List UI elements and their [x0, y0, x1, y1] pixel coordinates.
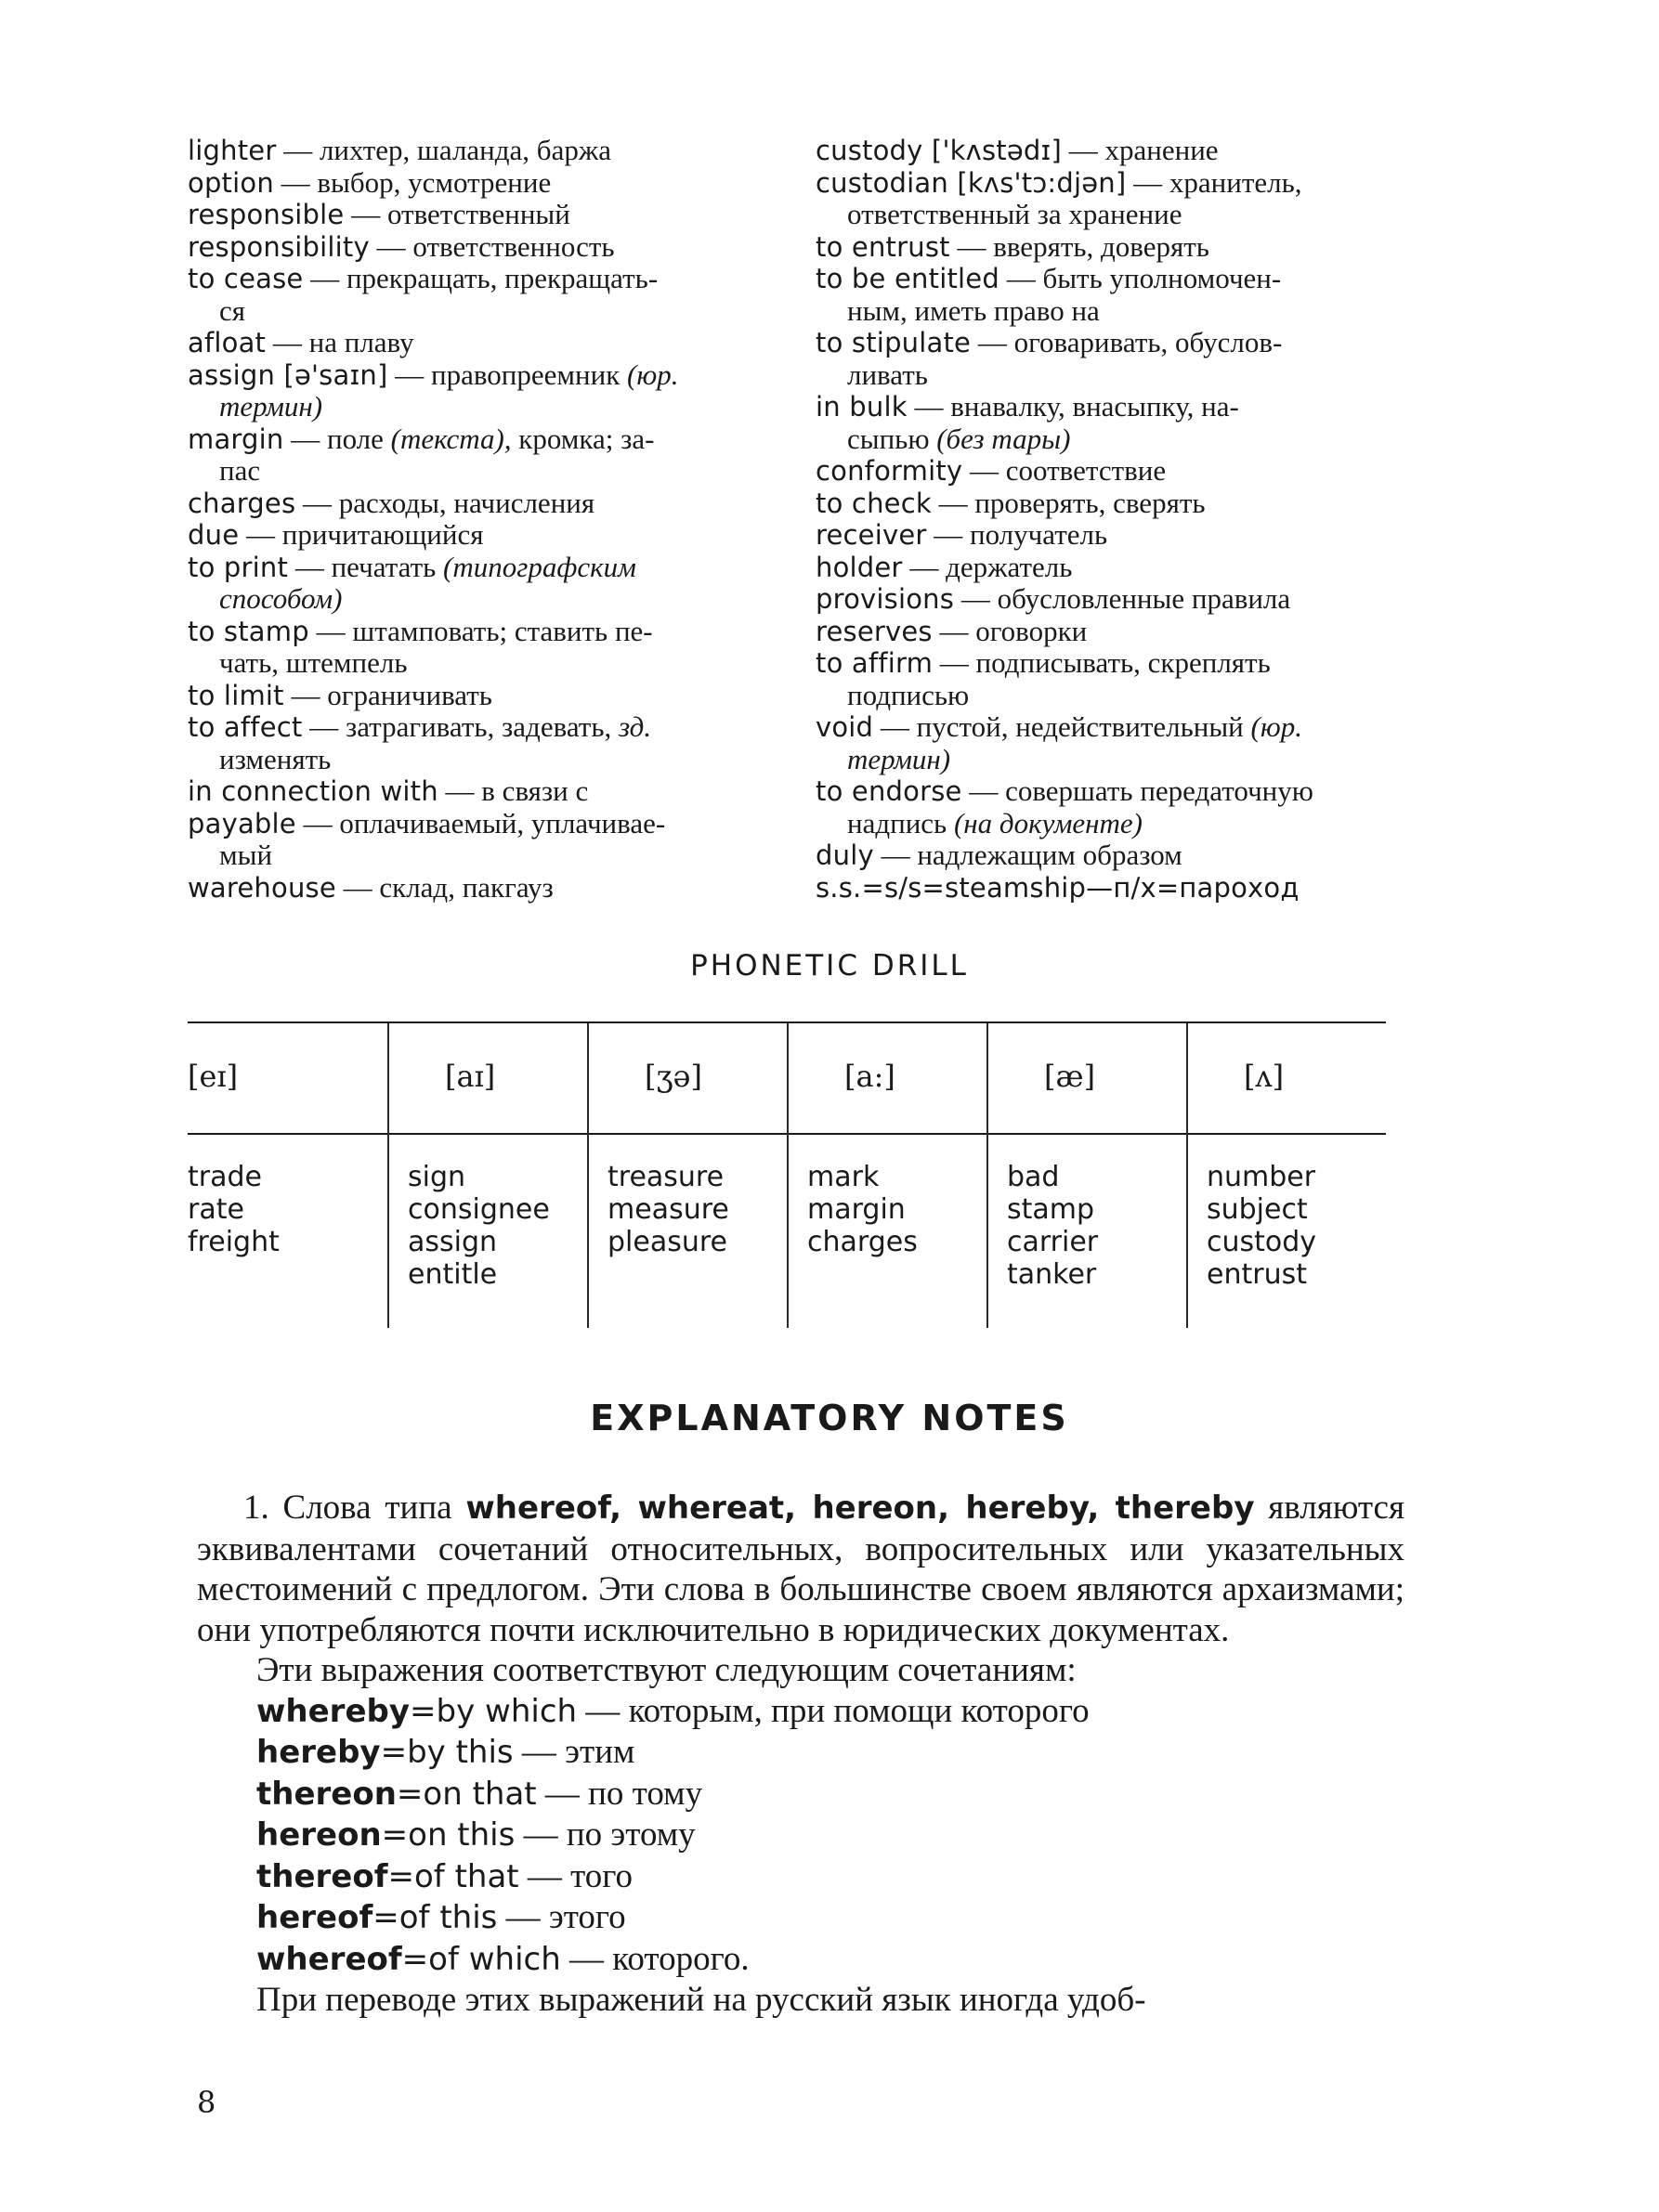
vocab-entry-continuation	[188, 455, 773, 488]
vocab-definition: — поле	[291, 422, 391, 455]
equivalent-translation: — этим	[513, 1733, 635, 1771]
vocab-definition: — пустой, недействительный	[880, 710, 1251, 743]
drill-word: margin	[807, 1193, 906, 1226]
vocab-entry	[188, 423, 773, 488]
vocab-term: in connection with	[188, 775, 438, 807]
vocab-definition: — штамповать; ставить пе-	[316, 614, 653, 647]
drill-sound-header: [eɪ]	[188, 1059, 239, 1094]
drill-word: measure	[607, 1193, 729, 1226]
vocab-entry	[188, 231, 773, 264]
vocab-entry	[816, 711, 1410, 775]
vocab-entry-continuation	[816, 680, 1410, 712]
vocab-definition: — оговорки	[939, 614, 1088, 647]
vocab-continuation-note: способом)	[219, 582, 343, 615]
vocab-term: charges	[188, 487, 296, 519]
vocab-continuation-text: чать, штемпель	[219, 646, 408, 679]
equivalent-word: whereof	[256, 1940, 402, 1978]
vocab-note: (юр.	[627, 358, 679, 391]
vocab-definition: — держатель	[909, 550, 1073, 583]
vocab-entry	[188, 135, 773, 167]
vocab-term: to check	[816, 487, 932, 519]
vocab-term: assign [ə'saɪn]	[188, 358, 388, 391]
vocab-entry-line	[816, 167, 1410, 200]
drill-sound-header: [aɪ]	[445, 1059, 496, 1094]
vocab-continuation-text: ливать	[847, 358, 928, 391]
vocab-term: custody ['kʌstədɪ]	[816, 135, 1062, 166]
equivalent-word: hereon	[256, 1816, 382, 1854]
vocab-term: to affirm	[816, 647, 934, 679]
vocab-entry	[816, 616, 1410, 648]
vocab-term: to be entitled	[816, 263, 999, 294]
vocab-continuation-note: термин)	[219, 390, 323, 423]
vocab-term: to limit	[188, 679, 284, 711]
vocab-entry	[188, 616, 773, 680]
vocab-entry-line	[816, 616, 1410, 648]
vocab-continuation-text: мый	[219, 839, 273, 871]
vocab-entry	[816, 231, 1410, 264]
equivalent-word: hereof	[256, 1899, 373, 1936]
equivalent-translation: — того	[518, 1856, 634, 1895]
vocabulary-left-column	[188, 135, 773, 904]
vocab-term: warehouse	[188, 871, 336, 904]
vocab-continuation-text: ся	[219, 293, 246, 327]
vocab-note: (текста),	[390, 422, 512, 455]
vocab-definition: — соответствие	[970, 454, 1167, 487]
vocab-entry-line	[188, 199, 773, 231]
vocab-definition: — ответственный	[351, 198, 570, 230]
vocab-entry-continuation	[816, 808, 1410, 840]
vocab-definition: — хранение	[1068, 134, 1219, 166]
vocab-continuation-text: подписью	[847, 678, 970, 711]
vocab-continuation-text: надпись	[847, 806, 954, 839]
equivalent-line	[197, 1774, 1404, 1815]
drill-word: number	[1207, 1161, 1316, 1193]
drill-word: subject	[1207, 1193, 1308, 1226]
vocab-entry-continuation	[188, 295, 773, 328]
vocab-entry-line	[188, 775, 773, 808]
table-column-divider	[1186, 1023, 1188, 1328]
note-text-intro: Слова типа	[268, 1489, 466, 1527]
equivalent-translation: — которым, при помощи которого	[577, 1691, 1090, 1730]
vocab-definition: — проверять, сверять	[938, 486, 1206, 519]
drill-word: entrust	[1207, 1258, 1307, 1291]
drill-word: custody	[1207, 1226, 1317, 1258]
vocab-entry-continuation	[188, 647, 773, 680]
vocab-term: to stipulate	[816, 327, 972, 358]
drill-word: sign	[408, 1161, 466, 1193]
equivalent-english: =by which	[410, 1692, 578, 1730]
vocab-definition: — лихтер, шаланда, баржа	[283, 134, 612, 166]
vocab-entry-line	[816, 711, 1410, 744]
vocab-entry	[188, 775, 773, 808]
vocab-entry-continuation	[188, 839, 773, 872]
table-column-divider	[587, 1023, 589, 1328]
drill-word: freight	[188, 1226, 280, 1258]
vocab-entry-line	[188, 872, 773, 904]
vocab-entry	[188, 359, 773, 423]
drill-word-list	[188, 1161, 280, 1258]
drill-word: rate	[188, 1193, 244, 1226]
drill-word: charges	[807, 1226, 918, 1258]
vocab-entry-continuation	[816, 199, 1410, 231]
vocab-note: (типографским	[443, 550, 636, 583]
equivalent-word: hereby	[256, 1734, 381, 1771]
vocab-entry	[816, 135, 1410, 167]
vocab-entry	[188, 167, 773, 200]
vocab-entry	[188, 519, 773, 552]
drill-word: treasure	[607, 1161, 725, 1193]
vocab-definition: — склад, пакгауз	[343, 870, 554, 904]
vocab-continuation-note: термин)	[847, 742, 951, 775]
vocab-entry	[816, 872, 1410, 904]
drill-sound-header: [a:]	[844, 1059, 895, 1094]
vocab-entry-line	[188, 167, 773, 200]
table-column-divider	[387, 1023, 389, 1328]
vocab-definition: — вверять, доверять	[957, 229, 1209, 263]
vocab-entry	[816, 488, 1410, 520]
page-number: 8	[197, 2085, 216, 2120]
equivalent-translation: — которого.	[560, 1939, 750, 1978]
vocab-definition: — правопреемник	[395, 358, 628, 391]
vocab-definition: — оплачиваемый, уплачивае-	[303, 806, 666, 839]
vocab-term: to entrust	[816, 230, 950, 263]
vocab-definition: — печатать	[294, 550, 444, 583]
vocab-term: payable	[188, 807, 296, 839]
equivalents-list	[197, 1691, 1404, 1981]
vocab-continuation-text: ответственный за хранение	[847, 198, 1182, 230]
vocab-entry	[816, 839, 1410, 872]
vocab-term: s.s.=s/s=steamship—п/х=пароход	[816, 871, 1300, 904]
vocab-note: (юр.	[1250, 710, 1302, 743]
vocab-entry-line	[188, 263, 773, 295]
vocab-term: conformity	[816, 455, 963, 487]
vocab-entry	[188, 711, 773, 775]
vocab-entry	[188, 680, 773, 712]
vocab-entry-continuation	[816, 295, 1410, 328]
vocab-entry-line	[816, 455, 1410, 488]
vocab-entry-line	[188, 711, 773, 744]
vocab-definition: — оговаривать, обуслов-	[977, 326, 1283, 358]
vocab-definition: — совершать передаточную	[969, 774, 1313, 807]
vocab-entry	[816, 263, 1410, 327]
vocab-term: afloat	[188, 327, 267, 358]
vocab-term: option	[188, 166, 274, 199]
vocab-continuation-note: (на документе)	[953, 806, 1143, 839]
vocab-entry-continuation	[188, 391, 773, 423]
vocab-definition: — прекращать, прекращать-	[310, 262, 659, 294]
vocab-entry	[816, 391, 1410, 455]
equivalent-line	[197, 1691, 1404, 1733]
vocab-term: to affect	[188, 711, 303, 743]
vocab-continuation-text: пас	[219, 454, 261, 487]
equivalent-translation: — по этому	[515, 1815, 696, 1854]
equivalent-word: whereby	[256, 1692, 411, 1730]
vocab-entry-line	[816, 872, 1410, 904]
vocab-entry	[188, 552, 773, 616]
vocab-term: duly	[816, 839, 874, 871]
vocab-entry-line	[188, 327, 773, 359]
vocab-entry-continuation	[188, 744, 773, 776]
vocab-entry	[816, 583, 1410, 616]
vocab-entry-line	[816, 391, 1410, 423]
vocabulary-right-column	[816, 135, 1410, 904]
vocab-entry	[188, 488, 773, 520]
vocab-definition: — обусловленные правила	[960, 582, 1291, 615]
table-column-divider	[787, 1023, 789, 1328]
vocab-entry-line	[816, 135, 1410, 167]
equivalent-translation: — этого	[497, 1898, 626, 1936]
note-text-body: являются эквивалентами сочетаний относительных, вопросительных или указательных местоимений с предлогом. Эти слова в большинстве своем являются архаизмами; они употребляются почти исключительно в юридических документах.	[197, 1489, 1404, 1649]
phonetic-drill-title: PHONETIC DRILL	[690, 949, 969, 982]
vocab-entry-continuation	[816, 744, 1410, 776]
vocab-continuation-text: сыпью	[847, 422, 937, 455]
vocab-definition: — расходы, начисления	[303, 486, 595, 519]
vocab-entry-line	[816, 839, 1410, 872]
equivalent-line	[197, 1856, 1404, 1898]
drill-word: tanker	[1007, 1258, 1097, 1291]
vocab-term: to cease	[188, 263, 304, 294]
vocab-entry-line	[816, 583, 1410, 616]
vocab-entry-line	[188, 552, 773, 584]
vocab-continuation-note: (без тары)	[936, 422, 1071, 455]
drill-word-list	[408, 1161, 550, 1291]
vocab-term: responsibility	[188, 230, 370, 263]
vocab-term: to print	[188, 551, 289, 583]
equivalent-line	[197, 1939, 1404, 1981]
vocab-note: зд.	[618, 710, 652, 743]
drill-sound-header: [ʌ]	[1244, 1059, 1285, 1094]
vocab-term: due	[188, 519, 240, 551]
vocab-definition: — ограничивать	[291, 678, 492, 711]
vocab-entry-line	[188, 616, 773, 648]
explanatory-notes-title: EXPLANATORY NOTES	[590, 1398, 1069, 1438]
vocab-entry-line	[816, 327, 1410, 359]
drill-word: consignee	[408, 1193, 550, 1226]
vocab-term: provisions	[816, 583, 955, 615]
vocab-definition: — надлежащим образом	[881, 839, 1182, 871]
vocab-entry-line	[188, 680, 773, 712]
vocab-entry-line	[188, 359, 773, 392]
drill-word: pleasure	[607, 1226, 727, 1258]
vocab-definition: — затрагивать, задевать,	[309, 710, 619, 743]
drill-sound-header: [æ]	[1044, 1059, 1096, 1094]
vocab-entry-line	[816, 231, 1410, 264]
vocab-entry-line	[188, 135, 773, 167]
vocab-definition: — внавалку, внасыпку, на-	[914, 390, 1239, 423]
vocab-term: custodian [kʌs'tɔ:djən]	[816, 166, 1127, 199]
vocab-entry-continuation	[816, 423, 1410, 456]
drill-word: mark	[807, 1161, 880, 1193]
vocab-entry-line	[188, 423, 773, 456]
vocab-term: margin	[188, 423, 284, 455]
vocab-continuation-text: ным, иметь право на	[847, 293, 1100, 327]
equivalent-english: =on that	[396, 1775, 537, 1813]
vocab-entry-continuation	[816, 359, 1410, 392]
vocab-entry	[816, 519, 1410, 552]
vocab-definition: — быть уполномочен-	[1006, 262, 1282, 294]
vocab-term: receiver	[816, 519, 927, 551]
drill-word: stamp	[1007, 1193, 1095, 1226]
equivalent-english: =of which	[401, 1940, 561, 1978]
drill-sound-header: [ʒə]	[645, 1059, 702, 1094]
equivalent-english: =on this	[381, 1816, 516, 1854]
vocab-entry-line	[188, 231, 773, 264]
vocab-definition: — ответственность	[376, 229, 615, 263]
vocab-entry-line	[816, 263, 1410, 295]
vocab-definition: — выбор, усмотрение	[281, 165, 552, 199]
drill-word: bad	[1007, 1161, 1060, 1193]
vocab-term: reserves	[816, 615, 933, 647]
note-paragraph-3: При переводе этих выражений на русский язык иногда удоб-	[256, 1981, 1146, 2019]
drill-word: carrier	[1007, 1226, 1099, 1258]
table-column-divider	[986, 1023, 988, 1328]
vocab-entry	[816, 327, 1410, 391]
vocab-entry-line	[816, 552, 1410, 584]
vocab-entry-continuation	[188, 583, 773, 616]
vocab-entry-line	[816, 519, 1410, 552]
vocab-entry-line	[816, 647, 1410, 680]
phonetic-drill-table	[188, 1021, 1386, 1328]
equivalent-line	[197, 1815, 1404, 1856]
vocab-entry	[188, 872, 773, 904]
vocab-entry-line	[816, 775, 1410, 808]
vocab-definition: — хранитель,	[1133, 165, 1302, 199]
drill-word: assign	[408, 1226, 498, 1258]
vocab-definition: — подписывать, скреплять	[939, 646, 1271, 679]
drill-word: entitle	[408, 1258, 498, 1291]
note-keywords: whereof, whereat, hereon, hereby, thereby	[465, 1490, 1255, 1527]
vocab-term: in bulk	[816, 391, 908, 423]
vocab-term: holder	[816, 551, 903, 583]
vocab-entry-line	[188, 808, 773, 840]
drill-word-list	[607, 1161, 729, 1258]
vocab-entry	[816, 167, 1410, 231]
vocab-continuation-text: изменять	[219, 742, 332, 775]
equivalent-line	[197, 1732, 1404, 1774]
vocab-term: void	[816, 711, 874, 743]
vocab-term: responsible	[188, 199, 345, 230]
vocab-term: lighter	[188, 135, 277, 166]
vocab-entry	[188, 263, 773, 327]
note-number: 1.	[243, 1489, 269, 1527]
vocab-entry	[816, 647, 1410, 711]
equivalent-translation: — по тому	[536, 1774, 703, 1813]
equivalent-line	[197, 1897, 1404, 1939]
vocab-entry-line	[188, 519, 773, 552]
equivalent-english: =by this	[380, 1734, 514, 1771]
equivalent-word: thereof	[256, 1857, 388, 1895]
vocab-entry-line	[816, 488, 1410, 520]
explanatory-notes-body	[197, 1488, 1404, 2021]
drill-word-list	[1007, 1161, 1098, 1291]
equivalent-english: =of that	[387, 1857, 519, 1895]
note-paragraph-1	[197, 1488, 1404, 1650]
vocab-definition: — в связи с	[445, 774, 589, 807]
vocab-definition: — причитающийся	[245, 518, 484, 551]
drill-word-list	[1207, 1161, 1316, 1291]
vocab-entry	[816, 455, 1410, 488]
equivalent-english: =of this	[372, 1899, 498, 1936]
vocab-definition: — на плаву	[272, 326, 414, 358]
vocab-term: to stamp	[188, 615, 309, 647]
vocab-definition-more: кромка; за-	[511, 422, 655, 455]
vocab-entry	[188, 327, 773, 359]
vocab-term: to endorse	[816, 775, 962, 807]
vocab-entry-line	[188, 488, 773, 520]
vocab-entry	[816, 775, 1410, 839]
note-paragraph-2: Эти выражения соответствуют следующим сочетаниям:	[256, 1651, 1077, 1689]
vocab-entry	[188, 808, 773, 872]
vocab-definition: — получатель	[934, 518, 1108, 551]
drill-word: trade	[188, 1161, 262, 1193]
vocab-entry	[188, 199, 773, 231]
drill-word-list	[807, 1161, 918, 1258]
equivalent-word: thereon	[256, 1775, 397, 1813]
vocab-entry	[816, 552, 1410, 584]
